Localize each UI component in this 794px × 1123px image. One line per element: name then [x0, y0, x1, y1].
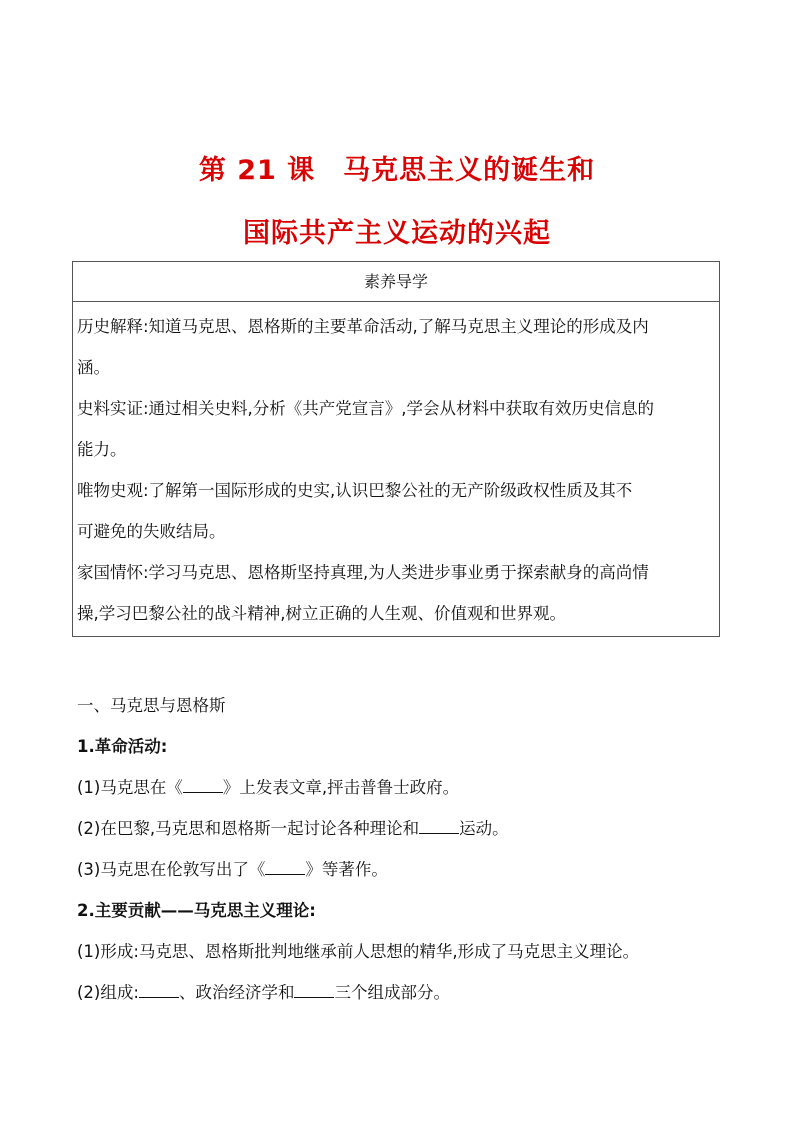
item-text: 运动。: [459, 819, 509, 838]
subheading-revolutionary-activities: 1.革命活动:: [77, 737, 168, 756]
box-line: 家国情怀:学习马克思、恩格斯坚持真理,为人类进步事业勇于探索献身的高尚情: [77, 563, 649, 582]
box-body: [73, 302, 719, 634]
item-text: (3)马克思在伦敦写出了《: [77, 860, 266, 879]
item-text: 》等著作。: [305, 860, 388, 879]
item-text: 、政治经济学和: [178, 983, 295, 1002]
literacy-guide-box: [72, 261, 720, 637]
box-line: 史料实证:通过相关史料,分析《共产党宣言》,学会从材料中获取有效历史信息的: [77, 399, 655, 418]
box-line: 唯物史观:了解第一国际形成的史实,认识巴黎公社的无产阶级政权性质及其不: [77, 481, 633, 500]
box-line: 可避免的失败结局。: [77, 522, 226, 541]
question-item-3: [77, 849, 727, 890]
lesson-title-line-1: 第 21 课 马克思主义的诞生和: [198, 155, 596, 186]
box-line: 操,学习巴黎公社的战斗精神,树立正确的人生观、价值观和世界观。: [77, 604, 566, 623]
box-line: 能力。: [77, 440, 127, 459]
question-item-4: (1)形成:马克思、恩格斯批判地继承前人思想的精华,形成了马克思主义理论。: [77, 942, 640, 961]
box-line: 涵。: [77, 358, 110, 377]
fill-blank[interactable]: [419, 818, 459, 834]
subheading-main-contribution: 2.主要贡献——马克思主义理论:: [77, 901, 316, 920]
section-marx-engels: [77, 685, 727, 1013]
question-item-5: [77, 972, 727, 1013]
fill-blank[interactable]: [183, 777, 223, 793]
fill-blank[interactable]: [294, 982, 334, 998]
question-item-1: [77, 767, 727, 808]
lesson-title-line-2: 国际共产主义运动的兴起: [243, 218, 551, 249]
fill-blank[interactable]: [139, 982, 179, 998]
box-header: 素养导学: [73, 262, 719, 302]
item-text: 》上发表文章,抨击普鲁士政府。: [222, 778, 460, 797]
section-heading: 一、马克思与恩格斯: [77, 696, 226, 715]
item-text: (2)在巴黎,马克思和恩格斯一起讨论各种理论和: [77, 819, 420, 838]
item-text: (2)组成:: [77, 983, 139, 1002]
fill-blank[interactable]: [265, 859, 305, 875]
item-text: (1)马克思在《: [77, 778, 183, 797]
item-text: 三个组成部分。: [334, 983, 450, 1002]
question-item-2: [77, 808, 727, 849]
box-line: 历史解释:知道马克思、恩格斯的主要革命活动,了解马克思主义理论的形成及内: [77, 317, 649, 336]
